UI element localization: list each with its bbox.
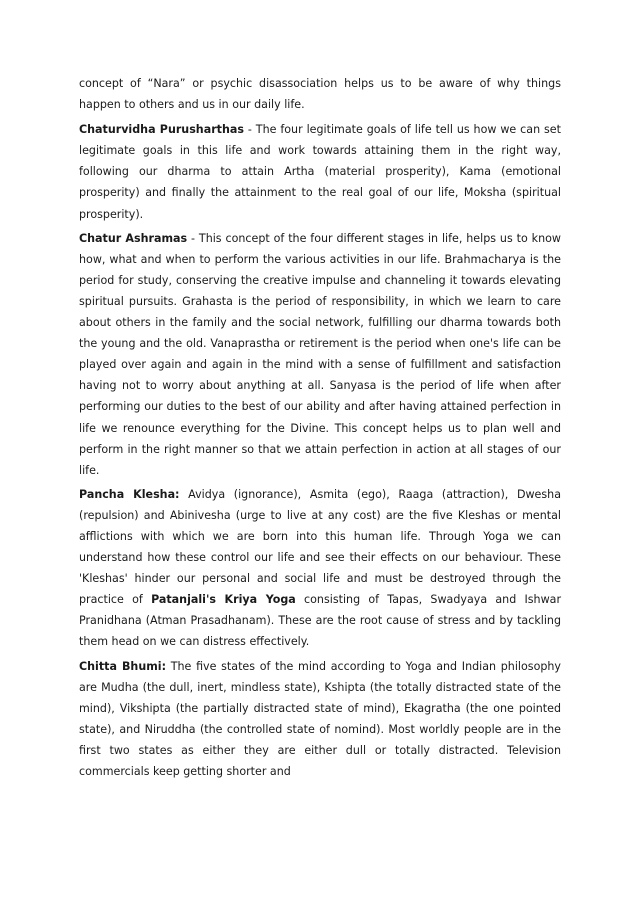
paragraph-text: concept of “Nara” or psychic disassociation helps us to be aware of why things happen to others and us in our daily life. — [79, 77, 561, 112]
paragraph-text: consisting of Tapas, Swadyaya and Ishwar Pranidhana (Atman Prasadhanam). These are the root cause of stress and by tackling them head on we can distress effectively. — [79, 593, 562, 649]
term-heading: Pancha Klesha: — [79, 487, 180, 501]
paragraph-chaturvidha-purusharthas — [79, 119, 561, 224]
term-heading: Chatur Ashramas — [79, 231, 188, 245]
paragraph-nara — [79, 73, 561, 115]
paragraph-text: - This concept of the four different stages in life, helps us to know how, what and when to perform the various activities in our life. Brahmacharya is the period for study, conserving the creative impulse and channeling it towards elevating spiritual pursuits. Grahasta is the period of responsibility, in which we learn to care about others in the family and the social network, fulfilling our dharma towards both the young and the old. Vanaprastha or retirement is the period when one's life can be played over again and again in the mind with a sense of fulfillment and satisfaction having not to worry about anything at all. Sanyasa is the period of life when after performing our duties to the best of our ability and after having attained perfection in life we renounce everything for the Divine. This concept helps us to plan well and perform in the right manner so that we attain perfection in action at all stages of our life. — [79, 231, 561, 477]
paragraph-text: Avidya (ignorance), Asmita (ego), Raaga (attraction), Dwesha (repulsion) and Abinivesha (urge to live at any cost) are the five Kleshas or mental afflictions with which we are born into this human life. Through Yoga we can understand how these control our life and see their effects on our behaviour. These 'Kleshas' hinder our personal and social life and must be destroyed through the practice of — [79, 487, 561, 607]
paragraph-pancha-klesha — [79, 484, 561, 653]
paragraph-chitta-bhumi — [79, 656, 561, 783]
paragraph-text: The five states of the mind according to Yoga and Indian philosophy are Mudha (the dull, inert, mindless state), Kshipta (the totally distracted state of the mind), Vikshipta (the partially distracted state of mind), Ekagratha (the one pointed state), and Niruddha (the controlled state of nomind). Most worldly people are in the first two states as either they are either dull or totally distracted. Television commercials keep getting shorter and — [79, 659, 561, 778]
term-heading: Chaturvidha Purusharthas — [79, 123, 244, 137]
paragraph-text: - The four legitimate goals of life tell us how we can set legitimate goals in this life and work towards attaining them in the right way, following our dharma to attain Artha (material prosperity), Kama (emotional prosperity) and finally the attainment to the real goal of our life, Moksha (spiritual prosperity). — [79, 123, 561, 221]
paragraph-chatur-ashramas — [79, 228, 561, 481]
inline-bold-term: Patanjali's Kriya Yoga — [151, 593, 296, 607]
document-page — [79, 73, 561, 785]
term-heading: Chitta Bhumi: — [79, 659, 167, 673]
